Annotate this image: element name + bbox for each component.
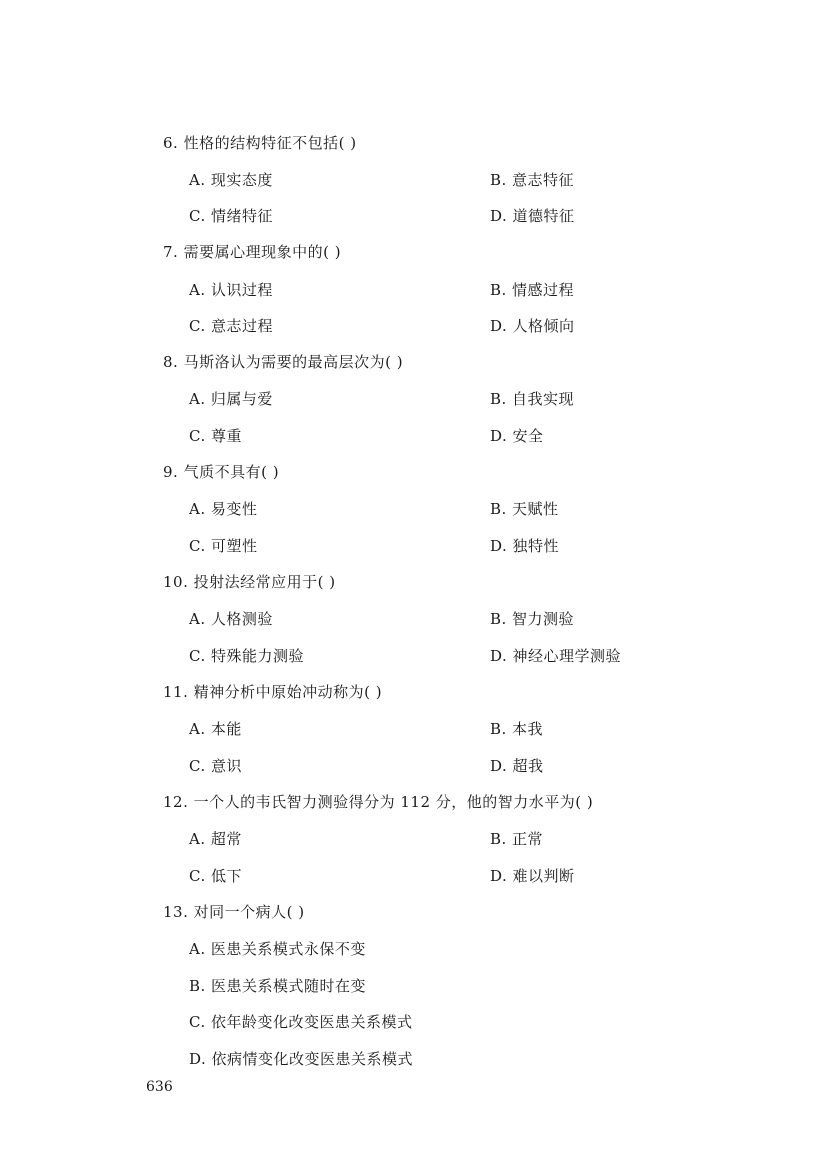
- question-12-option-b: B. 正常: [490, 830, 544, 848]
- question-10-option-b: B. 智力测验: [490, 610, 575, 628]
- question-6-option-d: D. 道德特征: [490, 207, 575, 225]
- question-6-option-c: C. 情绪特征: [189, 207, 273, 225]
- question-10-option-a: A. 人格测验: [189, 610, 273, 628]
- question-6-option-b: B. 意志特征: [490, 171, 575, 189]
- question-12-stem: 12. 一个人的韦氏智力测验得分为 112 分，他的智力水平为( ): [163, 793, 594, 811]
- question-12-option-a: A. 超常: [189, 830, 242, 848]
- question-8-option-b: B. 自我实现: [490, 390, 575, 408]
- question-13-stem: 13. 对同一个病人( ): [163, 903, 305, 921]
- question-13-option-b: B. 医患关系模式随时在变: [189, 977, 367, 995]
- question-11-stem: 11. 精神分析中原始冲动称为( ): [163, 683, 383, 701]
- question-9-option-a: A. 易变性: [189, 500, 258, 518]
- question-8-option-d: D. 安全: [490, 427, 544, 445]
- question-11-option-d: D. 超我: [490, 757, 544, 775]
- question-9-stem: 9. 气质不具有( ): [163, 463, 280, 481]
- question-7-option-c: C. 意志过程: [189, 317, 273, 335]
- question-13-option-d: D. 依病情变化改变医患关系模式: [189, 1050, 414, 1068]
- question-7-option-a: A. 认识过程: [189, 281, 273, 299]
- question-13-option-c: C. 依年龄变化改变医患关系模式: [189, 1013, 413, 1031]
- question-10-option-d: D. 神经心理学测验: [490, 647, 622, 665]
- question-7-option-d: D. 人格倾向: [490, 317, 575, 335]
- page-number: 636: [146, 1079, 173, 1095]
- question-6-option-a: A. 现实态度: [189, 171, 273, 189]
- question-9-option-c: C. 可塑性: [189, 537, 258, 555]
- question-9-option-b: B. 天赋性: [490, 500, 559, 518]
- question-10-stem: 10. 投射法经常应用于( ): [163, 573, 336, 591]
- question-11-option-b: B. 本我: [490, 720, 544, 738]
- question-13-option-a: A. 医患关系模式永保不变: [189, 940, 366, 958]
- question-8-stem: 8. 马斯洛认为需要的最高层次为( ): [163, 353, 404, 371]
- question-7-option-b: B. 情感过程: [490, 281, 575, 299]
- question-6-stem: 6. 性格的结构特征不包括( ): [163, 134, 357, 152]
- question-7-stem: 7. 需要属心理现象中的( ): [163, 243, 342, 261]
- question-11-option-a: A. 本能: [189, 720, 242, 738]
- question-8-option-c: C. 尊重: [189, 427, 242, 445]
- question-12-option-d: D. 难以判断: [490, 867, 575, 885]
- question-12-option-c: C. 低下: [189, 867, 242, 885]
- question-10-option-c: C. 特殊能力测验: [189, 647, 304, 665]
- question-9-option-d: D. 独特性: [490, 537, 560, 555]
- question-8-option-a: A. 归属与爱: [189, 390, 273, 408]
- question-11-option-c: C. 意识: [189, 757, 242, 775]
